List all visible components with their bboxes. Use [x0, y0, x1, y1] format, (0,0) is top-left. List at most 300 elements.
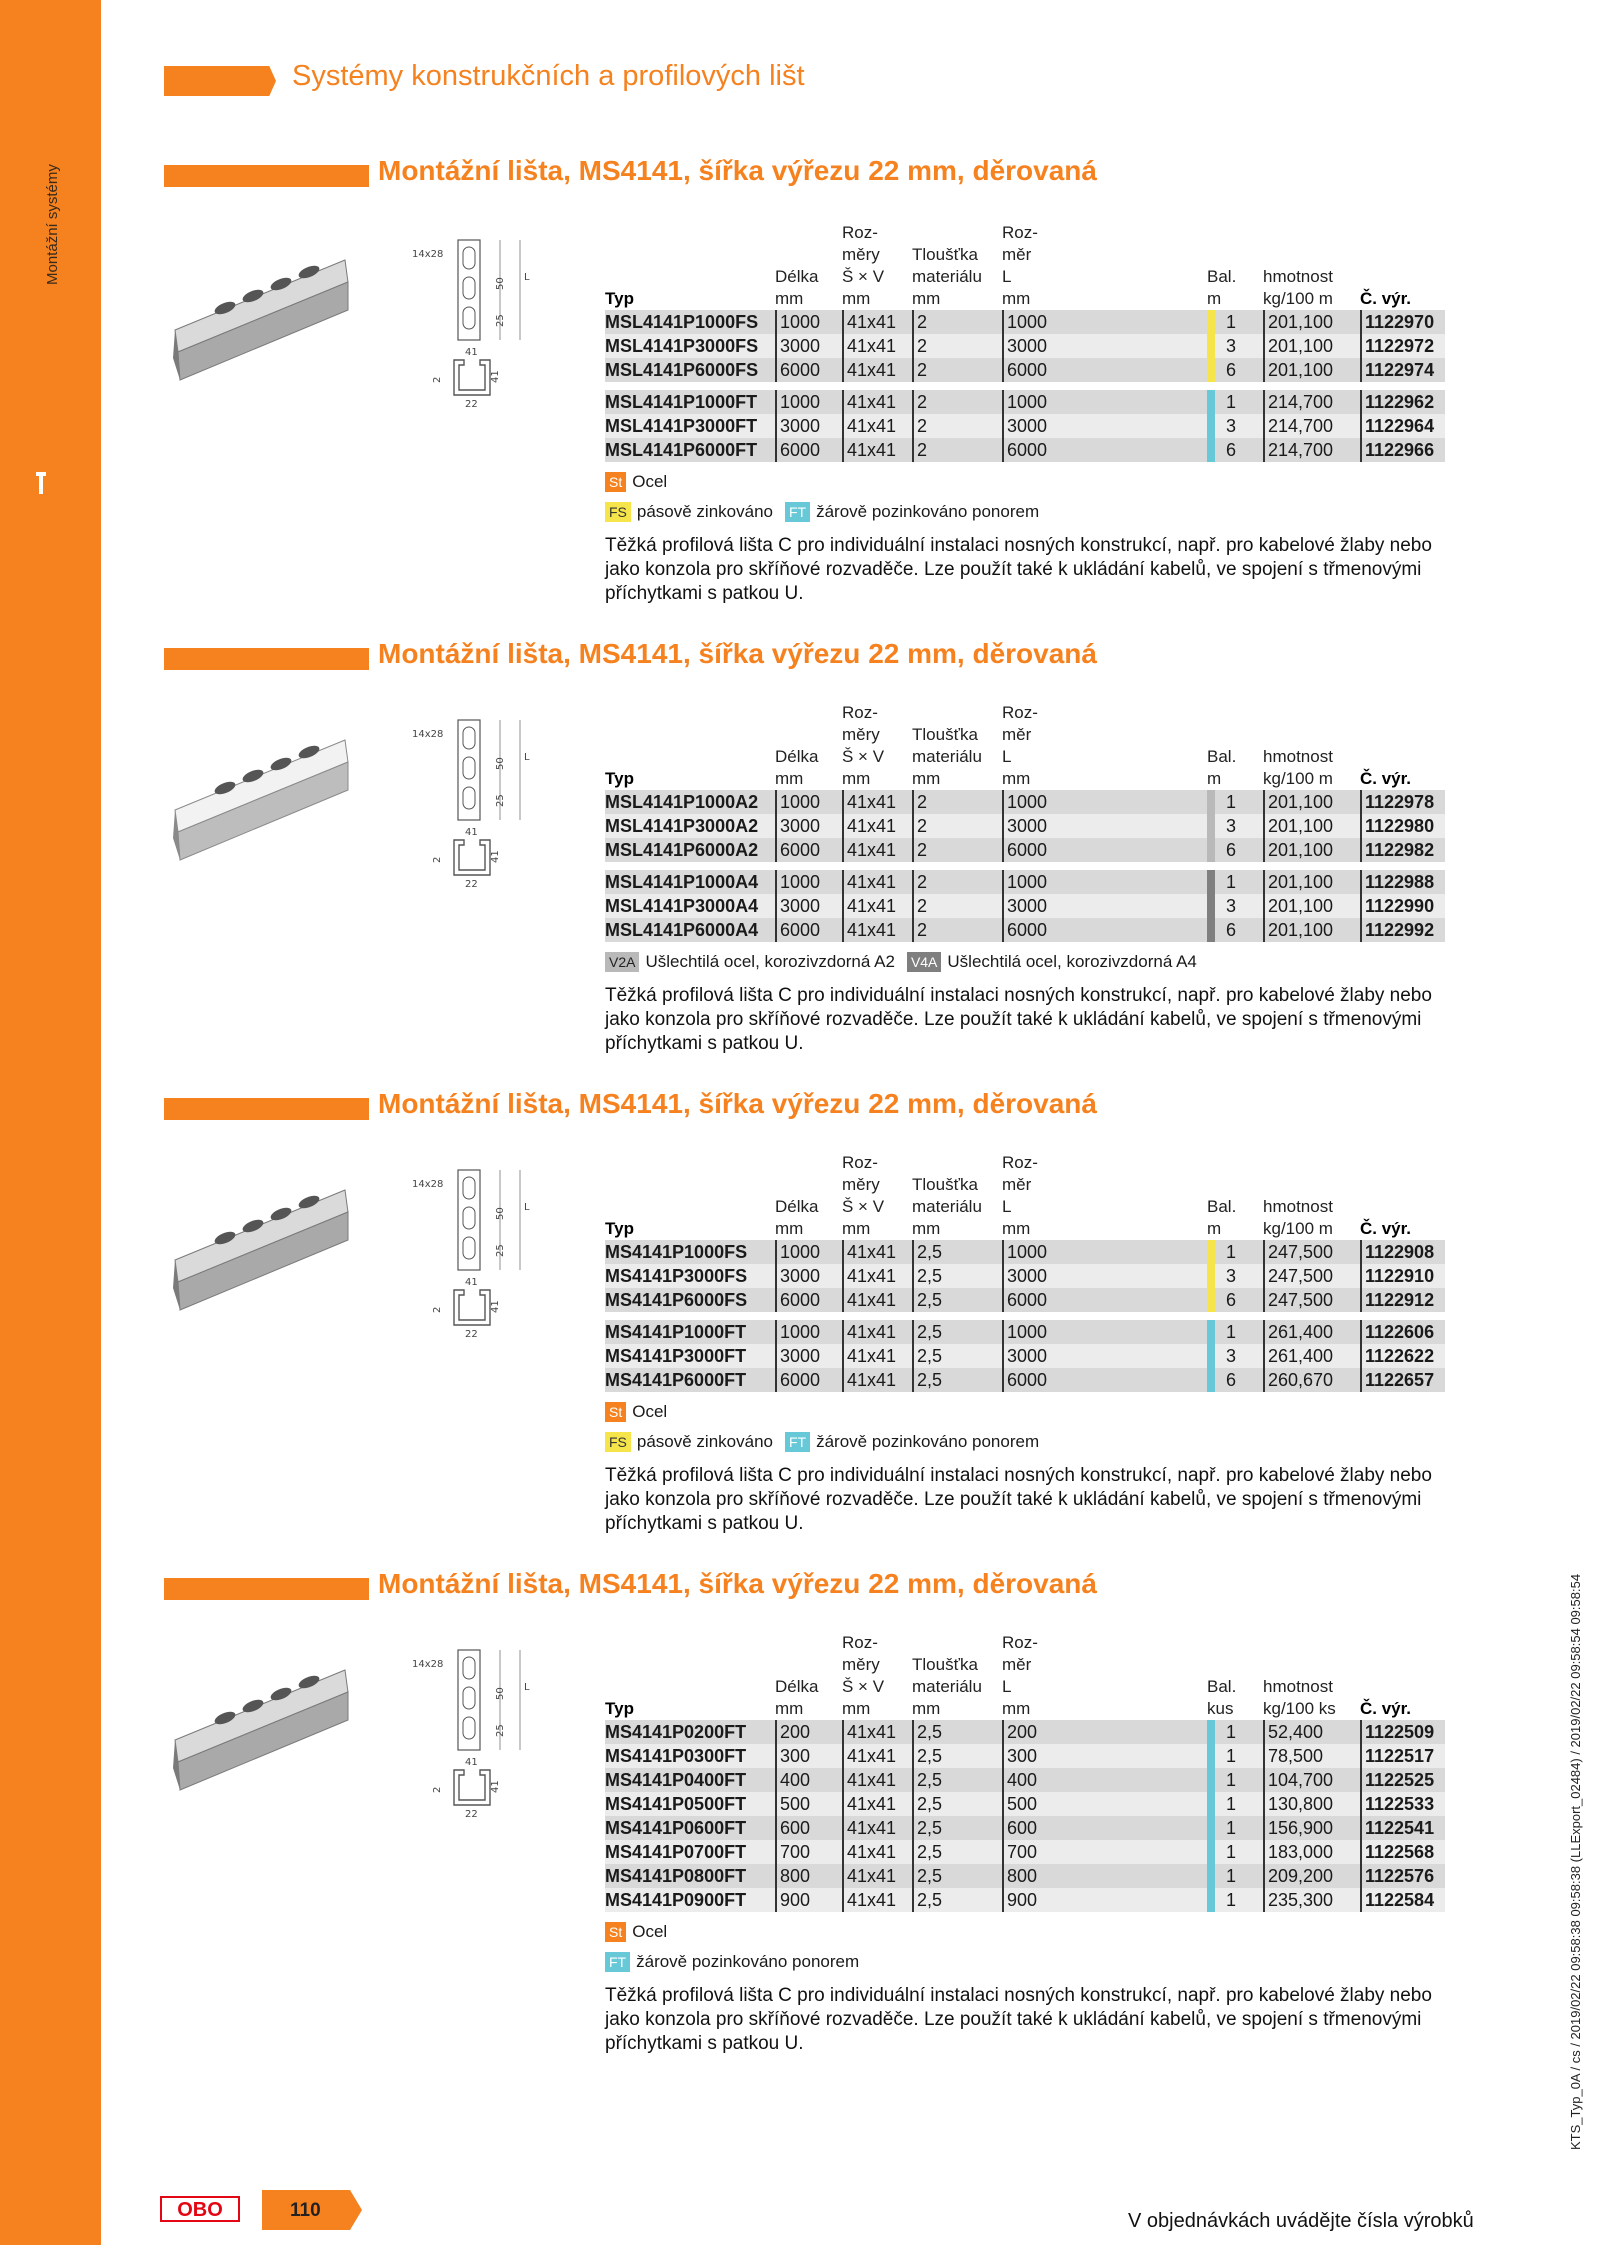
section-accent [164, 1578, 369, 1600]
svg-text:41: 41 [465, 827, 478, 838]
column-header-line: měr [1002, 245, 1032, 264]
svg-text:50: 50 [495, 277, 506, 290]
finish-swatch [1207, 1768, 1215, 1792]
table-cell: 41x41 [842, 870, 912, 894]
column-header-line [605, 702, 775, 724]
table-cell: 1122622 [1360, 1344, 1445, 1368]
table-cell: 247,500 [1263, 1240, 1360, 1264]
table-cell: 201,100 [1263, 358, 1360, 382]
column-header [1263, 222, 1360, 310]
description-line: příchytkami s patkou U. [605, 1033, 804, 1054]
column-header-line [1360, 746, 1445, 768]
profile-drawing [410, 235, 560, 425]
table-cell: 261,400 [1263, 1344, 1360, 1368]
finish-swatch [1207, 1792, 1215, 1816]
legend-text: Ocel [632, 1922, 668, 1941]
table-cell: 1122908 [1360, 1240, 1445, 1264]
table-cell: 3 [1226, 336, 1237, 356]
table-row [605, 870, 1445, 894]
table-cell: 1000 [775, 1240, 842, 1264]
column-header [842, 1152, 912, 1240]
finish-swatch [1207, 1816, 1215, 1840]
table-cell: 2,5 [912, 1792, 1002, 1816]
table-cell: 6 [1226, 360, 1237, 380]
column-header-line: Typ [605, 1699, 634, 1718]
column-header-line [775, 1174, 842, 1196]
legend-text: Ocel [632, 1402, 668, 1421]
column-header-line [775, 1152, 842, 1174]
table-cell: MS4141P0700FT [605, 1842, 747, 1862]
column-header-line: hmotnost [1263, 1197, 1333, 1216]
table-cell: 41x41 [842, 1344, 912, 1368]
table-cell: 1000 [1002, 390, 1207, 414]
table-cell: 6000 [1002, 358, 1207, 382]
table-cell: 78,500 [1263, 1744, 1360, 1768]
column-header-line [1263, 1174, 1360, 1196]
table-cell: 1 [1226, 1818, 1237, 1838]
column-header-line [1207, 1632, 1263, 1654]
finish-swatch [1207, 438, 1215, 462]
table-cell: 1 [1226, 1322, 1237, 1342]
table-cell: 1122509 [1360, 1720, 1445, 1744]
column-header-line [1360, 266, 1445, 288]
column-header [912, 1632, 1002, 1720]
table-cell: 41x41 [842, 838, 912, 862]
column-header-line [605, 1174, 775, 1196]
header-accent [164, 66, 276, 96]
column-header-line: Typ [605, 289, 634, 308]
table-cell: 200 [775, 1720, 842, 1744]
column-header [775, 222, 842, 310]
description-line: Těžká profilová lišta C pro individuální instalaci nosných konstrukcí, např. pro kabelové žlaby nebo [605, 1985, 1432, 2006]
table-row [605, 310, 1445, 334]
svg-text:25: 25 [495, 314, 506, 327]
table-cell: 41x41 [842, 334, 912, 358]
column-header-line [1263, 1632, 1360, 1654]
svg-text:2: 2 [432, 376, 443, 383]
column-header-line [1207, 222, 1263, 244]
table-cell: 214,700 [1263, 414, 1360, 438]
description-line: jako konzola pro skříňové rozvaděče. Lze použít také k ukládání kabelů, ve spojení s třmenovými [605, 559, 1422, 580]
column-header [1002, 702, 1207, 790]
table-cell: 52,400 [1263, 1720, 1360, 1744]
svg-text:14x28: 14x28 [412, 1659, 444, 1670]
description-line: jako konzola pro skříňové rozvaděče. Lze použít také k ukládání kabelů, ve spojení s třmenovými [605, 1009, 1422, 1030]
legend-tag: St [605, 1402, 626, 1422]
column-header-line: mm [1002, 769, 1031, 788]
table-cell: 2 [912, 438, 1002, 462]
table-cell: MS4141P0200FT [605, 1722, 747, 1742]
table-cell: 1122576 [1360, 1864, 1445, 1888]
section-accent [164, 648, 369, 670]
column-header-line: Bal. [1207, 267, 1237, 286]
table-cell: 2,5 [912, 1264, 1002, 1288]
table-cell: 260,670 [1263, 1368, 1360, 1392]
table-cell: 2,5 [912, 1344, 1002, 1368]
table-cell: MSL4141P6000A4 [605, 920, 759, 940]
table-cell: 6000 [1002, 438, 1207, 462]
table-cell: 247,500 [1263, 1288, 1360, 1312]
table-cell: 2,5 [912, 1368, 1002, 1392]
table-cell: 6000 [775, 1288, 842, 1312]
table-cell: 41x41 [842, 894, 912, 918]
table-row [605, 1768, 1445, 1792]
svg-text:L: L [524, 1682, 530, 1693]
column-header-line: mm [1002, 1699, 1031, 1718]
table-cell: 201,100 [1263, 894, 1360, 918]
table-cell: 1122541 [1360, 1816, 1445, 1840]
table-cell: 41x41 [842, 1720, 912, 1744]
profile-drawing [410, 715, 560, 905]
table-cell: 6000 [1002, 1288, 1207, 1312]
table-row [605, 1888, 1445, 1912]
table-cell: 2 [912, 414, 1002, 438]
table-cell: 41x41 [842, 1816, 912, 1840]
table-cell: 3000 [1002, 414, 1207, 438]
legend-tag: FS [605, 1432, 631, 1452]
finish-swatch [1207, 414, 1215, 438]
table-header [605, 700, 1445, 790]
table-cell: 3000 [775, 894, 842, 918]
table-cell: 1122964 [1360, 414, 1445, 438]
column-header-line [1263, 1654, 1360, 1676]
column-header-line: mm [912, 1219, 941, 1238]
column-header-line: Roz- [842, 223, 878, 242]
table-cell: 3000 [1002, 894, 1207, 918]
table-cell: 3000 [1002, 1344, 1207, 1368]
section-title: Montážní lišta, MS4141, šířka výřezu 22 mm, děrovaná [378, 155, 1097, 186]
table-cell: 2 [912, 838, 1002, 862]
table-cell: 41x41 [842, 1264, 912, 1288]
column-header [1002, 222, 1207, 310]
table-cell: 1000 [1002, 790, 1207, 814]
table-cell: MSL4141P6000FS [605, 360, 759, 380]
column-header-line [605, 1152, 775, 1174]
legend-tag: St [605, 472, 626, 492]
finish-swatch [1207, 1744, 1215, 1768]
column-header-line: Délka [775, 267, 819, 286]
column-header-line [1360, 222, 1445, 244]
column-header-line: Roz- [1002, 703, 1038, 722]
table-row [605, 390, 1445, 414]
description-line: jako konzola pro skříňové rozvaděče. Lze použít také k ukládání kabelů, ve spojení s třmenovými [605, 1489, 1422, 1510]
column-header [1002, 1152, 1207, 1240]
table-cell: 500 [1002, 1792, 1207, 1816]
table-cell: 6000 [1002, 1368, 1207, 1392]
svg-text:50: 50 [495, 1687, 506, 1700]
column-header-line: mm [775, 1219, 804, 1238]
legend-text: pásově zinkováno [636, 1432, 773, 1451]
column-header-line [1263, 222, 1360, 244]
description-line: příchytkami s patkou U. [605, 1513, 804, 1534]
page-number: 110 [290, 2200, 321, 2221]
column-header-line: Roz- [1002, 1153, 1038, 1172]
column-header [1263, 702, 1360, 790]
finish-swatch [1207, 1320, 1215, 1344]
table-cell: 700 [1002, 1840, 1207, 1864]
finish-swatch [1207, 1888, 1215, 1912]
column-header-line [1207, 1152, 1263, 1174]
finish-swatch [1207, 358, 1215, 382]
table-cell: 6000 [775, 918, 842, 942]
table-cell: 201,100 [1263, 838, 1360, 862]
table-cell: 3000 [1002, 1264, 1207, 1288]
column-header-line: materiálu [912, 1197, 982, 1216]
column-header-line: měr [1002, 1175, 1032, 1194]
legend-tag: FT [785, 1432, 810, 1452]
table-cell: 2,5 [912, 1320, 1002, 1344]
table-cell: 6000 [775, 358, 842, 382]
table-cell: 1122978 [1360, 790, 1445, 814]
section-title: Montážní lišta, MS4141, šířka výřezu 22 mm, děrovaná [378, 1088, 1097, 1119]
table-row [605, 1744, 1445, 1768]
table-cell: 400 [1002, 1768, 1207, 1792]
profile-drawing [410, 1165, 560, 1355]
material-legend [605, 502, 1045, 522]
table-cell: 1 [1226, 872, 1237, 892]
table-cell: MSL4141P1000FT [605, 392, 758, 412]
table-cell: 41x41 [842, 1368, 912, 1392]
table-cell: MSL4141P6000A2 [605, 840, 759, 860]
table-cell: 41x41 [842, 918, 912, 942]
table-cell: 500 [775, 1792, 842, 1816]
table-row [605, 1320, 1445, 1344]
column-header-line [1360, 1654, 1445, 1676]
column-header-line: kg/100 ks [1263, 1699, 1336, 1718]
column-header-line: měr [1002, 1655, 1032, 1674]
finish-swatch [1207, 1240, 1215, 1264]
column-header-line [775, 702, 842, 724]
table-cell: 2 [912, 870, 1002, 894]
column-header-line: Š × V [842, 747, 885, 766]
table-cell: 1122974 [1360, 358, 1445, 382]
svg-text:50: 50 [495, 1207, 506, 1220]
table-cell: 201,100 [1263, 870, 1360, 894]
column-header-line: Roz- [842, 703, 878, 722]
column-header-line [912, 1632, 1002, 1654]
table-cell: 1 [1226, 1794, 1237, 1814]
profile-drawing [410, 1645, 560, 1835]
description-line: Těžká profilová lišta C pro individuální instalaci nosných konstrukcí, např. pro kabelové žlaby nebo [605, 535, 1432, 556]
table-cell: 104,700 [1263, 1768, 1360, 1792]
column-header [1207, 702, 1263, 790]
table-row [605, 358, 1445, 382]
table-cell: 3000 [775, 1264, 842, 1288]
table-row [605, 814, 1445, 838]
column-header-line [775, 222, 842, 244]
table-cell: 3000 [775, 1344, 842, 1368]
column-header-line: mm [842, 289, 871, 308]
table-cell: MSL4141P3000FS [605, 336, 759, 356]
table-cell: 600 [775, 1816, 842, 1840]
table-row [605, 1344, 1445, 1368]
table-cell: MS4141P6000FT [605, 1370, 747, 1390]
svg-text:41: 41 [465, 1757, 478, 1768]
table-cell: 2,5 [912, 1864, 1002, 1888]
table-cell: 2,5 [912, 1744, 1002, 1768]
table-row [605, 414, 1445, 438]
column-header-line [1263, 702, 1360, 724]
table-cell: 300 [1002, 1744, 1207, 1768]
section-accent [164, 165, 369, 187]
column-header [1360, 1152, 1445, 1240]
table-cell: 1000 [775, 790, 842, 814]
table-cell: 1000 [775, 870, 842, 894]
column-header-line: m [1207, 769, 1222, 788]
svg-text:2: 2 [432, 1306, 443, 1313]
finish-swatch [1207, 894, 1215, 918]
column-header [1360, 702, 1445, 790]
column-header-line: Č. výr. [1360, 769, 1412, 788]
finish-swatch [1207, 1264, 1215, 1288]
svg-text:50: 50 [495, 757, 506, 770]
column-header-line: mm [775, 769, 804, 788]
table-row [605, 790, 1445, 814]
finish-swatch [1207, 838, 1215, 862]
table-cell: 2,5 [912, 1840, 1002, 1864]
table-cell: 6 [1226, 440, 1237, 460]
svg-text:22: 22 [465, 399, 478, 410]
column-header [842, 1632, 912, 1720]
column-header-line [1263, 724, 1360, 746]
column-header-line: Bal. [1207, 1677, 1237, 1696]
table-cell: 3000 [775, 334, 842, 358]
table-row [605, 894, 1445, 918]
column-header [775, 1152, 842, 1240]
svg-text:L: L [524, 1202, 530, 1213]
table-cell: 1 [1226, 1890, 1237, 1910]
table-row [605, 438, 1445, 462]
column-header [605, 702, 775, 790]
table-cell: 2 [912, 334, 1002, 358]
table-cell: 1122910 [1360, 1264, 1445, 1288]
column-header-line: mm [775, 1699, 804, 1718]
column-header-line: Š × V [842, 1677, 885, 1696]
rail-photo [170, 1160, 350, 1330]
table-cell: MS4141P3000FS [605, 1266, 748, 1286]
table-cell: 1122966 [1360, 438, 1445, 462]
column-header [775, 1632, 842, 1720]
table-row [605, 838, 1445, 862]
column-header-line: mm [1002, 1219, 1031, 1238]
finish-swatch [1207, 1344, 1215, 1368]
table-cell: 1 [1226, 312, 1237, 332]
finish-swatch [1207, 334, 1215, 358]
table-cell: 1 [1226, 1746, 1237, 1766]
product-description [605, 984, 1465, 1056]
column-header-line [912, 222, 1002, 244]
legend-tag: V4A [907, 952, 941, 972]
table-row [605, 918, 1445, 942]
column-header-line: mm [912, 1699, 941, 1718]
table-cell: MSL4141P6000FT [605, 440, 758, 460]
product-table [605, 1150, 1445, 1392]
table-cell: 1 [1226, 1770, 1237, 1790]
table-cell: 2,5 [912, 1240, 1002, 1264]
table-cell: 1122970 [1360, 310, 1445, 334]
legend-tag: FT [785, 502, 810, 522]
column-header-line: kg/100 m [1263, 769, 1333, 788]
table-cell: 6000 [1002, 838, 1207, 862]
column-header-line [1360, 1174, 1445, 1196]
table-cell: 6000 [1002, 918, 1207, 942]
table-cell: 1122657 [1360, 1368, 1445, 1392]
table-cell: 41x41 [842, 1768, 912, 1792]
column-header-line: hmotnost [1263, 1677, 1333, 1696]
table-cell: 6000 [775, 1368, 842, 1392]
column-header-line: materiálu [912, 1677, 982, 1696]
table-cell: 6 [1226, 920, 1237, 940]
column-header-line [605, 1196, 775, 1218]
column-header-line: materiálu [912, 747, 982, 766]
table-cell: 6 [1226, 840, 1237, 860]
table-cell: 3000 [1002, 334, 1207, 358]
table-cell: 2 [912, 310, 1002, 334]
table-cell: 1122606 [1360, 1320, 1445, 1344]
finish-swatch [1207, 870, 1215, 894]
table-cell: 3 [1226, 816, 1237, 836]
column-header-line: Č. výr. [1360, 1699, 1412, 1718]
finish-swatch [1207, 1720, 1215, 1744]
column-header [605, 222, 775, 310]
product-description [605, 534, 1465, 606]
table-cell: 1122912 [1360, 1288, 1445, 1312]
column-header-line [912, 1152, 1002, 1174]
table-cell: 2,5 [912, 1768, 1002, 1792]
column-header-line: Tloušťka [912, 725, 978, 744]
column-header-line [605, 244, 775, 266]
legend-text: žárově pozinkováno ponorem [636, 1952, 860, 1971]
column-header-line: L [1002, 1677, 1012, 1696]
finish-swatch [1207, 1368, 1215, 1392]
column-header-line [1360, 724, 1445, 746]
column-header-line: Bal. [1207, 1197, 1237, 1216]
legend-tag: FT [605, 1952, 630, 1972]
column-header [1207, 1152, 1263, 1240]
svg-text:L: L [524, 752, 530, 763]
section-title: Montážní lišta, MS4141, šířka výřezu 22 mm, děrovaná [378, 638, 1097, 669]
table-row [605, 1840, 1445, 1864]
column-header-line: mm [1002, 289, 1031, 308]
table-cell: MSL4141P1000A4 [605, 872, 759, 892]
column-header-line [1263, 244, 1360, 266]
column-header-line: Roz- [842, 1153, 878, 1172]
column-header-line [1360, 1632, 1445, 1654]
table-cell: 800 [775, 1864, 842, 1888]
material-legend [605, 952, 1203, 972]
table-cell: 41x41 [842, 390, 912, 414]
table-cell: 1 [1226, 1722, 1237, 1742]
table-cell: 1 [1226, 1242, 1237, 1262]
column-header [1263, 1152, 1360, 1240]
legend-text: pásově zinkováno [636, 502, 773, 521]
table-cell: 1000 [1002, 1240, 1207, 1264]
table-cell: 6000 [775, 438, 842, 462]
column-header-line [775, 1654, 842, 1676]
product-table [605, 220, 1445, 462]
column-header [912, 702, 1002, 790]
table-cell: 201,100 [1263, 334, 1360, 358]
column-header-line: Roz- [1002, 223, 1038, 242]
table-cell: MSL4141P1000A2 [605, 792, 759, 812]
column-header-line [1263, 1152, 1360, 1174]
table-row [605, 1288, 1445, 1312]
table-cell: 3000 [775, 414, 842, 438]
column-header-line [1360, 702, 1445, 724]
table-cell: 1 [1226, 392, 1237, 412]
table-cell: 3 [1226, 1346, 1237, 1366]
table-cell: 1122980 [1360, 814, 1445, 838]
